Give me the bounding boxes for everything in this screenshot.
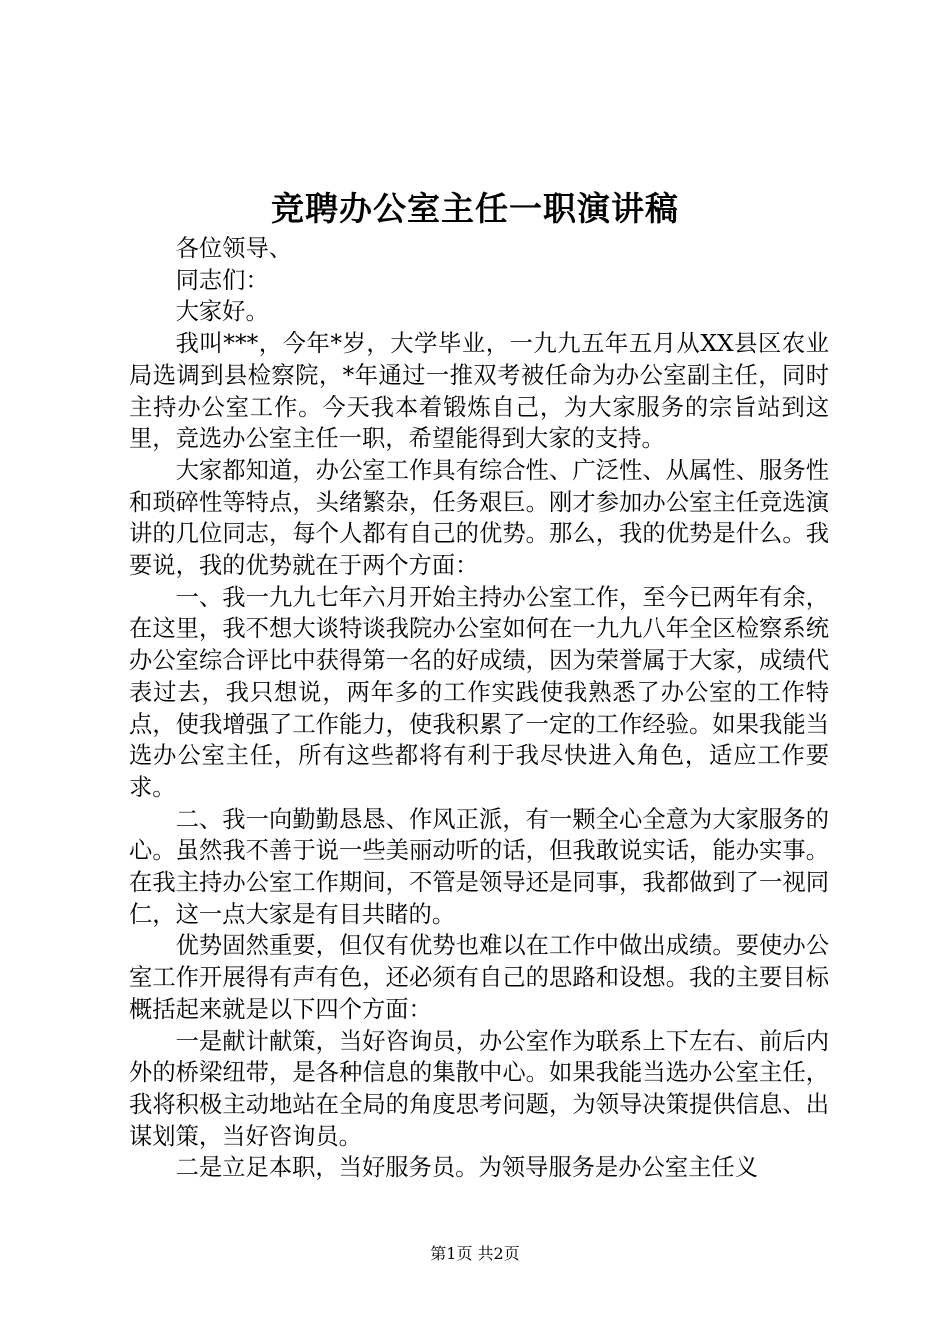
salutation-line-2: 同志们：: [175, 266, 269, 294]
paragraph-introduction: 我叫***，今年*岁，大学毕业，一九九五年五月从XX县区农业局选调到县检察院，*年通过一推双考被任命为办公室副主任，同时主持办公室工作。今天我本着锻炼自己，为大家服务的宗旨站到这里，竞选办公室主任一职，希望能得到大家的支持。: [129, 330, 829, 453]
paragraph-goals-intro: 优势固然重要，但仅有优势也难以在工作中做出成绩。要使办公室工作开展得有声有色，还必须有自己的思路和设想。我的主要目标概括起来就是以下四个方面：: [129, 932, 829, 1023]
paragraph-goal-two: 二是立足本职，当好服务员。为领导服务是办公室主任义: [175, 1154, 759, 1182]
paragraph-office-characteristics: 大家都知道，办公室工作具有综合性、广泛性、从属性、服务性和琐碎性等特点，头绪繁杂，任务艰巨。刚才参加办公室主任竞选演讲的几位同志，每个人都有自己的优势。那么，我的优势是什么。我要说，我的优势就在于两个方面：: [129, 456, 829, 580]
paragraph-goal-one: 一是献计献策，当好咨询员，办公室作为联系上下左右、前后内外的桥梁纽带，是各种信息的集散中心。如果我能当选办公室主任，我将积极主动地站在全局的角度思考问题，为领导决策提供信息、出谋划策，当好咨询员。: [129, 1027, 829, 1150]
paragraph-advantage-two: 二、我一向勤勤恳恳、作风正派，有一颗全心全意为大家服务的心。虽然我不善于说一些美丽动听的话，但我敢说实话，能办实事。在我主持办公室工作期间，不管是领导还是同事，我都做到了一视同仁，这一点大家是有目共睹的。: [129, 805, 829, 928]
document-body: [129, 233, 829, 1184]
salutation-line-1: 各位领导、: [175, 235, 293, 262]
page-footer: 第1页 共2页: [430, 1244, 520, 1263]
document-title: 竞聘办公室主任一职演讲稿: [271, 189, 679, 228]
greeting-line: 大家好。: [175, 298, 269, 326]
paragraph-advantage-one: 一、我一九九七年六月开始主持办公室工作，至今已两年有余，在这里，我不想大谈特谈我院办公室如何在一九九八年全区检察系统办公室综合评比中获得第一名的好成绩，因为荣誉属于大家，成绩代表过去，我只想说，两年多的工作实践使我熟悉了办公室的工作特点，使我增强了工作能力，使我积累了一定的工作经验。如果我能当选办公室主任，所有这些都将有利于我尽快进入角色，适应工作要求。: [129, 583, 829, 801]
